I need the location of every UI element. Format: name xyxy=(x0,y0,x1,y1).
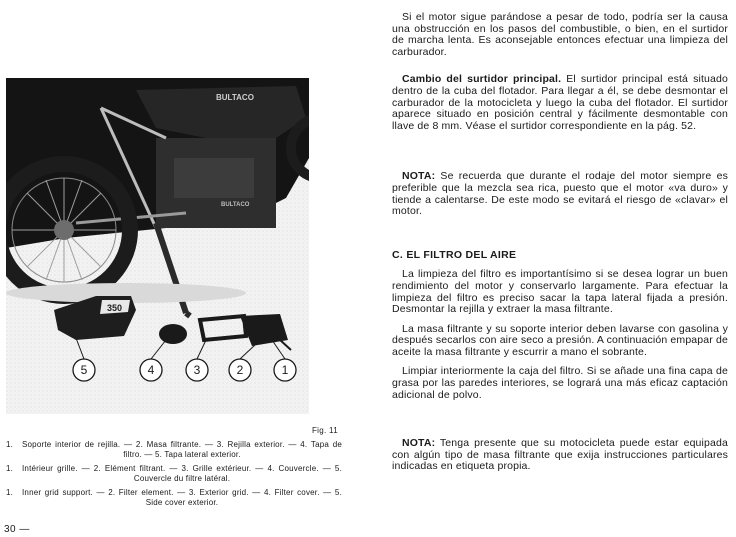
caption-text: Inner grid support. — 2. Filter element. — 3. Exterior grid. — 4. Filter cover. — 5. Side cover exterior. xyxy=(22,488,342,507)
caption-text: Soporte interior de rejilla. — 2. Masa filtrante. — 3. Rejilla exterior. — 4. Tapa de filtro. — 5. Tapa lateral exterior. xyxy=(22,440,342,459)
motorcycle-photo xyxy=(6,78,309,414)
paragraph-engine-stall: Si el motor sigue parándose a pesar de todo, podría ser la causa una obstrucción en los pasos del combustible, o bien, en el surtidor de marcha lenta. Es aconsejable entonces efectuar una limpieza del carburador. xyxy=(392,11,728,58)
page-number: 30 — xyxy=(4,524,30,535)
note-running-in xyxy=(392,171,728,217)
caption-number: 1. xyxy=(6,440,14,449)
main-jet-text: El surtidor principal está situado dentro de la cuba del flotador. Para llegar a él, se debe desmontar el carburador de la motocicleta y luego la cuba del flotador. El surtidor aparece situado en posición central y fácilmente desmontable con llave de 8 mm. Véase el surtidor correspondiente en la pág. 52. xyxy=(392,73,728,132)
note-text: Se recuerda que durante el rodaje del motor siempre es preferible que la mezcla sea rica, puesto que el motor «va duro» y tiende a calentarse. De este modo se evitará el riesgo de «clavar» el motor. xyxy=(392,170,728,218)
caption-number: 1. xyxy=(6,488,14,497)
engine-brand-text: BULTACO xyxy=(221,202,250,208)
note-label: NOTA: xyxy=(402,437,436,450)
panel-text: 350 xyxy=(107,303,123,313)
callout-4: 4 xyxy=(147,363,155,377)
paragraph-filter-washing: La masa filtrante y su soporte interior deben lavarse con gasolina y después secarlos con aire seco a presión. A continuación empapar de aceite la masa filtrante y escurrir a mano el sobrante. xyxy=(392,322,728,358)
callout-5: 5 xyxy=(80,363,88,377)
figure-photo xyxy=(6,78,309,414)
paragraph-filter-cleaning: La limpieza del filtro es importantísimo si se desea lograr un buen rendimiento del motor y conservarlo largamente. Para efectuar la limpieza del filtro es preciso sacar la tapa lateral fijada a presión. Desmontar la rejilla y extraer la masa filtrante. xyxy=(392,268,728,316)
brand-text: BULTACO xyxy=(216,93,254,102)
paragraph-filter-box: Limpiar interiormente la caja del filtro. Si se añade una fina capa de grasa por las paredes interiores, se logrará una más eficaz captación adicional de polvo. xyxy=(392,365,728,401)
caption-text: Intérieur grille. — 2. Elément filtrant. — 3. Grille extérieur. — 4. Couvercle. — 5. Couvercle du filtre latéral. xyxy=(22,464,342,483)
note-label: NOTA: xyxy=(402,170,436,183)
caption-spanish xyxy=(6,440,342,460)
note-filter-type xyxy=(392,438,728,473)
note-text: Tenga presente que su motocicleta puede estar equipada con algún tipo de masa filtrante que exija instrucciones particulares indicadas en etiqueta propia. xyxy=(392,437,728,473)
caption-french xyxy=(6,464,342,484)
figure-captions xyxy=(6,440,342,512)
callout-2: 2 xyxy=(236,363,244,377)
callout-1: 1 xyxy=(281,363,289,377)
main-jet-heading: Cambio del surtidor principal. xyxy=(402,73,562,86)
section-heading: C. EL FILTRO DEL AIRE xyxy=(392,248,517,261)
figure-label: Fig. 11 xyxy=(312,426,338,435)
callout-3: 3 xyxy=(193,363,201,377)
paragraph-main-jet xyxy=(392,74,728,132)
right-column xyxy=(392,12,728,473)
caption-english xyxy=(6,488,342,508)
caption-number: 1. xyxy=(6,464,14,473)
